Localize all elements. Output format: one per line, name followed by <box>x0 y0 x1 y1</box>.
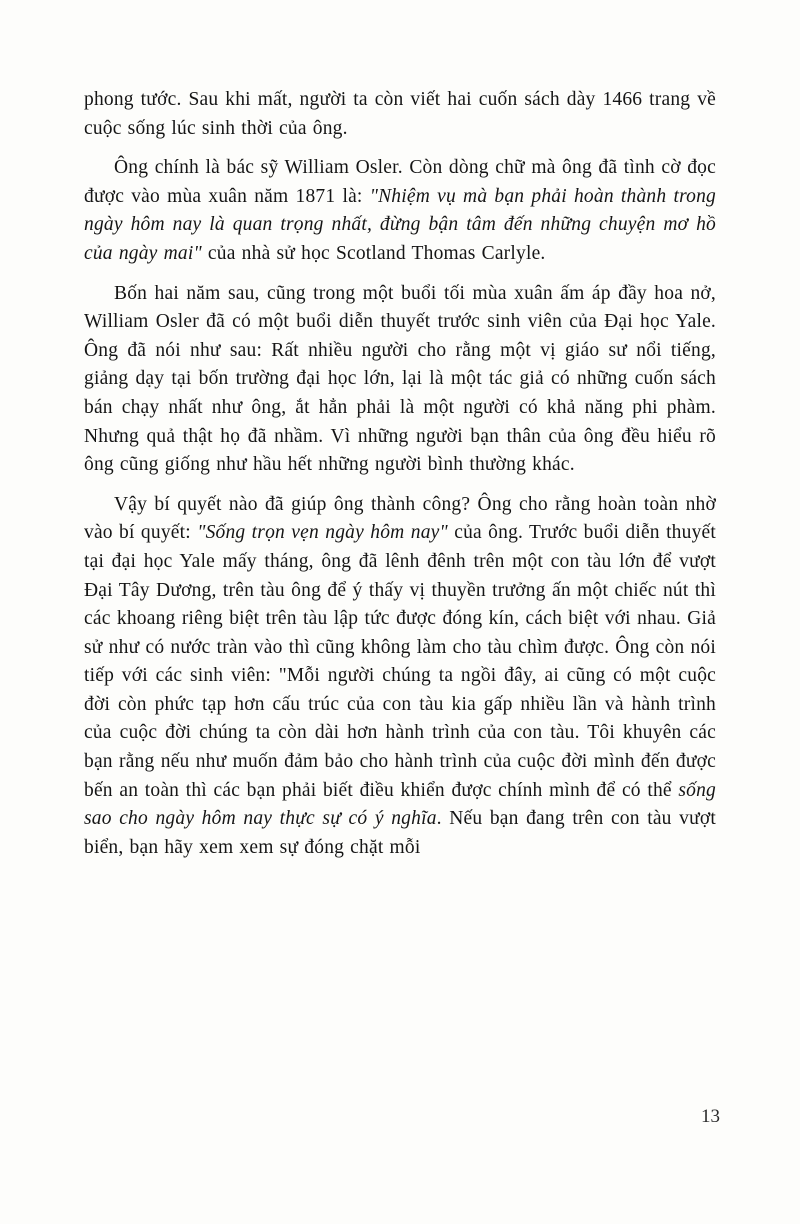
paragraph <box>84 154 716 268</box>
page-number: 13 <box>701 1106 720 1127</box>
text-run: . Nếu bạn đang trên con tàu vượt biển, bạn hãy xem xem sự đóng chặt mỗi <box>84 808 716 858</box>
text-run-italic: "Nhiệm vụ mà bạn phải hoàn thành trong ngày hôm nay là quan trọng nhất, đừng bận tâm đến những chuyện mơ hồ của ngày mai" <box>84 185 716 264</box>
text-run-italic: "Sống trọn vẹn ngày hôm nay" <box>197 522 448 544</box>
paragraph <box>84 491 716 863</box>
paragraph <box>84 86 716 143</box>
text-run-italic: sống sao cho ngày hôm nay thực sự có ý nghĩa <box>84 779 716 830</box>
text-run: Ông chính là bác sỹ William Osler. Còn dòng chữ mà ông đã tình cờ đọc được vào mùa xuân năm 1871 là: <box>84 157 716 207</box>
page-text <box>84 86 716 873</box>
text-run: Bốn hai năm sau, cũng trong một buổi tối mùa xuân ấm áp đầy hoa nở, William Osler đã có một buổi diễn thuyết trước sinh viên của Đại học Yale. Ông đã nói như sau: Rất nhiều người cho rằng một vị giáo sư nổi tiếng, giảng dạy tại bốn trường đại học lớn, lại là một tác giả có những cuốn sách bán chạy nhất như ông, ắt hẳn phải là một người có khả năng phi phàm. Nhưng quả thật họ đã nhầm. Vì những người bạn thân của ông đều hiểu rõ ông cũng giống như hầu hết những người bình thường khác. <box>84 282 716 476</box>
text-run: phong tước. Sau khi mất, người ta còn viết hai cuốn sách dày 1466 trang về cuộc sống lúc sinh thời của ông. <box>84 89 716 139</box>
text-run: của nhà sử học Scotland Thomas Carlyle. <box>201 242 546 264</box>
text-run: của ông. Trước buổi diễn thuyết tại đại học Yale mấy tháng, ông đã lênh đênh trên một con tàu lớn để vượt Đại Tây Dương, trên tàu ông để ý thấy vị thuyền trưởng ấn một chiếc nút thì các khoang riêng biệt trên tàu lập tức được đóng kín, cách biệt với nhau. Giả sử như có nước tràn vào thì cũng không làm cho tàu chìm được. Ông còn nói tiếp với các sinh viên: "Mỗi người chúng ta ngồi đây, ai cũng có một cuộc đời còn phức tạp hơn cấu trúc của con tàu kia gấp nhiều lần và hành trình của cuộc đời chúng ta còn dài hơn hành trình của con tàu. Tôi khuyên các bạn rằng nếu như muốn đảm bảo cho hành trình của cuộc đời mình đến được bến an toàn thì các bạn phải biết điều khiển được chính mình để có thể <box>84 522 717 801</box>
text-run: Vậy bí quyết nào đã giúp ông thành công? Ông cho rằng hoàn toàn nhờ vào bí quyết: <box>84 493 716 544</box>
paragraph <box>84 280 716 480</box>
